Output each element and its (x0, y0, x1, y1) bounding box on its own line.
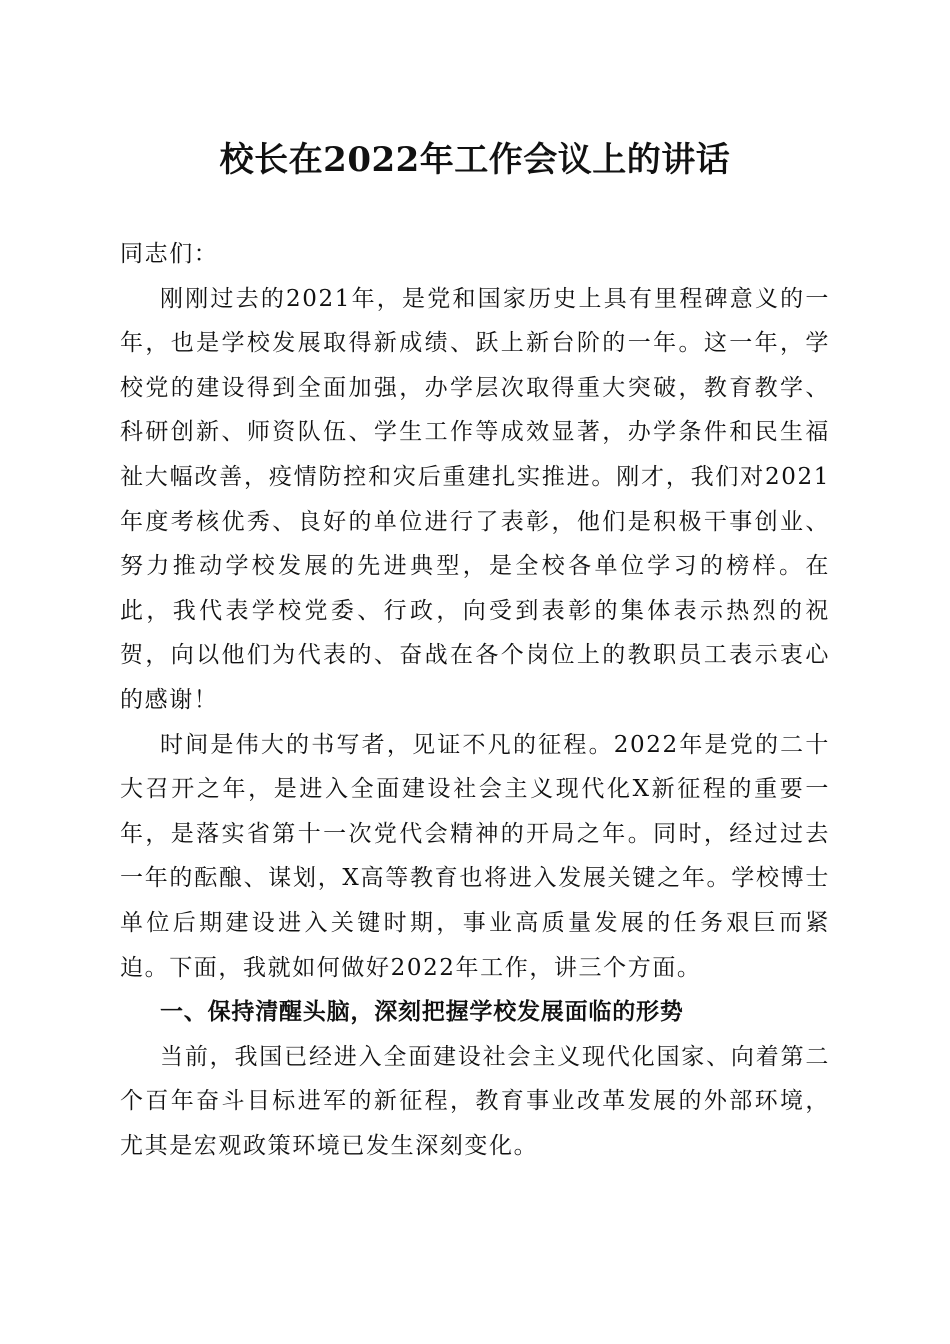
paragraph-outlook-2022: 时间是伟大的书写者，见证不凡的征程。2022年是党的二十大召开之年，是进入全面建设社会主义现代化X新征程的重要一年，是落实省第十一次党代会精神的开局之年。同时，经过过去一年的酝酿、谋划，X高等教育也将进入发展关键之年。学校博士单位后期建设进入关键时期，事业高质量发展的任务艰巨而紧迫。下面，我就如何做好2022年工作，讲三个方面。 (120, 731, 830, 981)
paragraph-situation: 当前，我国已经进入全面建设社会主义现代化国家、向着第二个百年奋斗目标进军的新征程，教育事业改革发展的外部环境，尤其是宏观政策环境已发生深刻变化。 (120, 1043, 830, 1159)
document-body (120, 232, 830, 1168)
salutation: 同志们： (120, 241, 219, 267)
section-heading: 一、保持清醒头脑，深刻把握学校发展面临的形势 (160, 999, 684, 1026)
document-title: 校长在2022年工作会议上的讲话 (219, 140, 731, 180)
paragraph-review-2021: 刚刚过去的2021年，是党和国家历史上具有里程碑意义的一年，也是学校发展取得新成绩、跃上新台阶的一年。这一年，学校党的建设得到全面加强，办学层次取得重大突破，教育教学、科研创新、师资队伍、学生工作等成效显著，办学条件和民生福祉大幅改善，疫情防控和灾后重建扎实推进。刚才，我们对2021年度考核优秀、良好的单位进行了表彰，他们是积极干事创业、努力推动学校发展的先进典型，是全校各单位学习的榜样。在此，我代表学校党委、行政，向受到表彰的集体表示热烈的祝贺，向以他们为代表的、奋战在各个岗位上的教职员工表示衷心的感谢！ (120, 285, 830, 713)
